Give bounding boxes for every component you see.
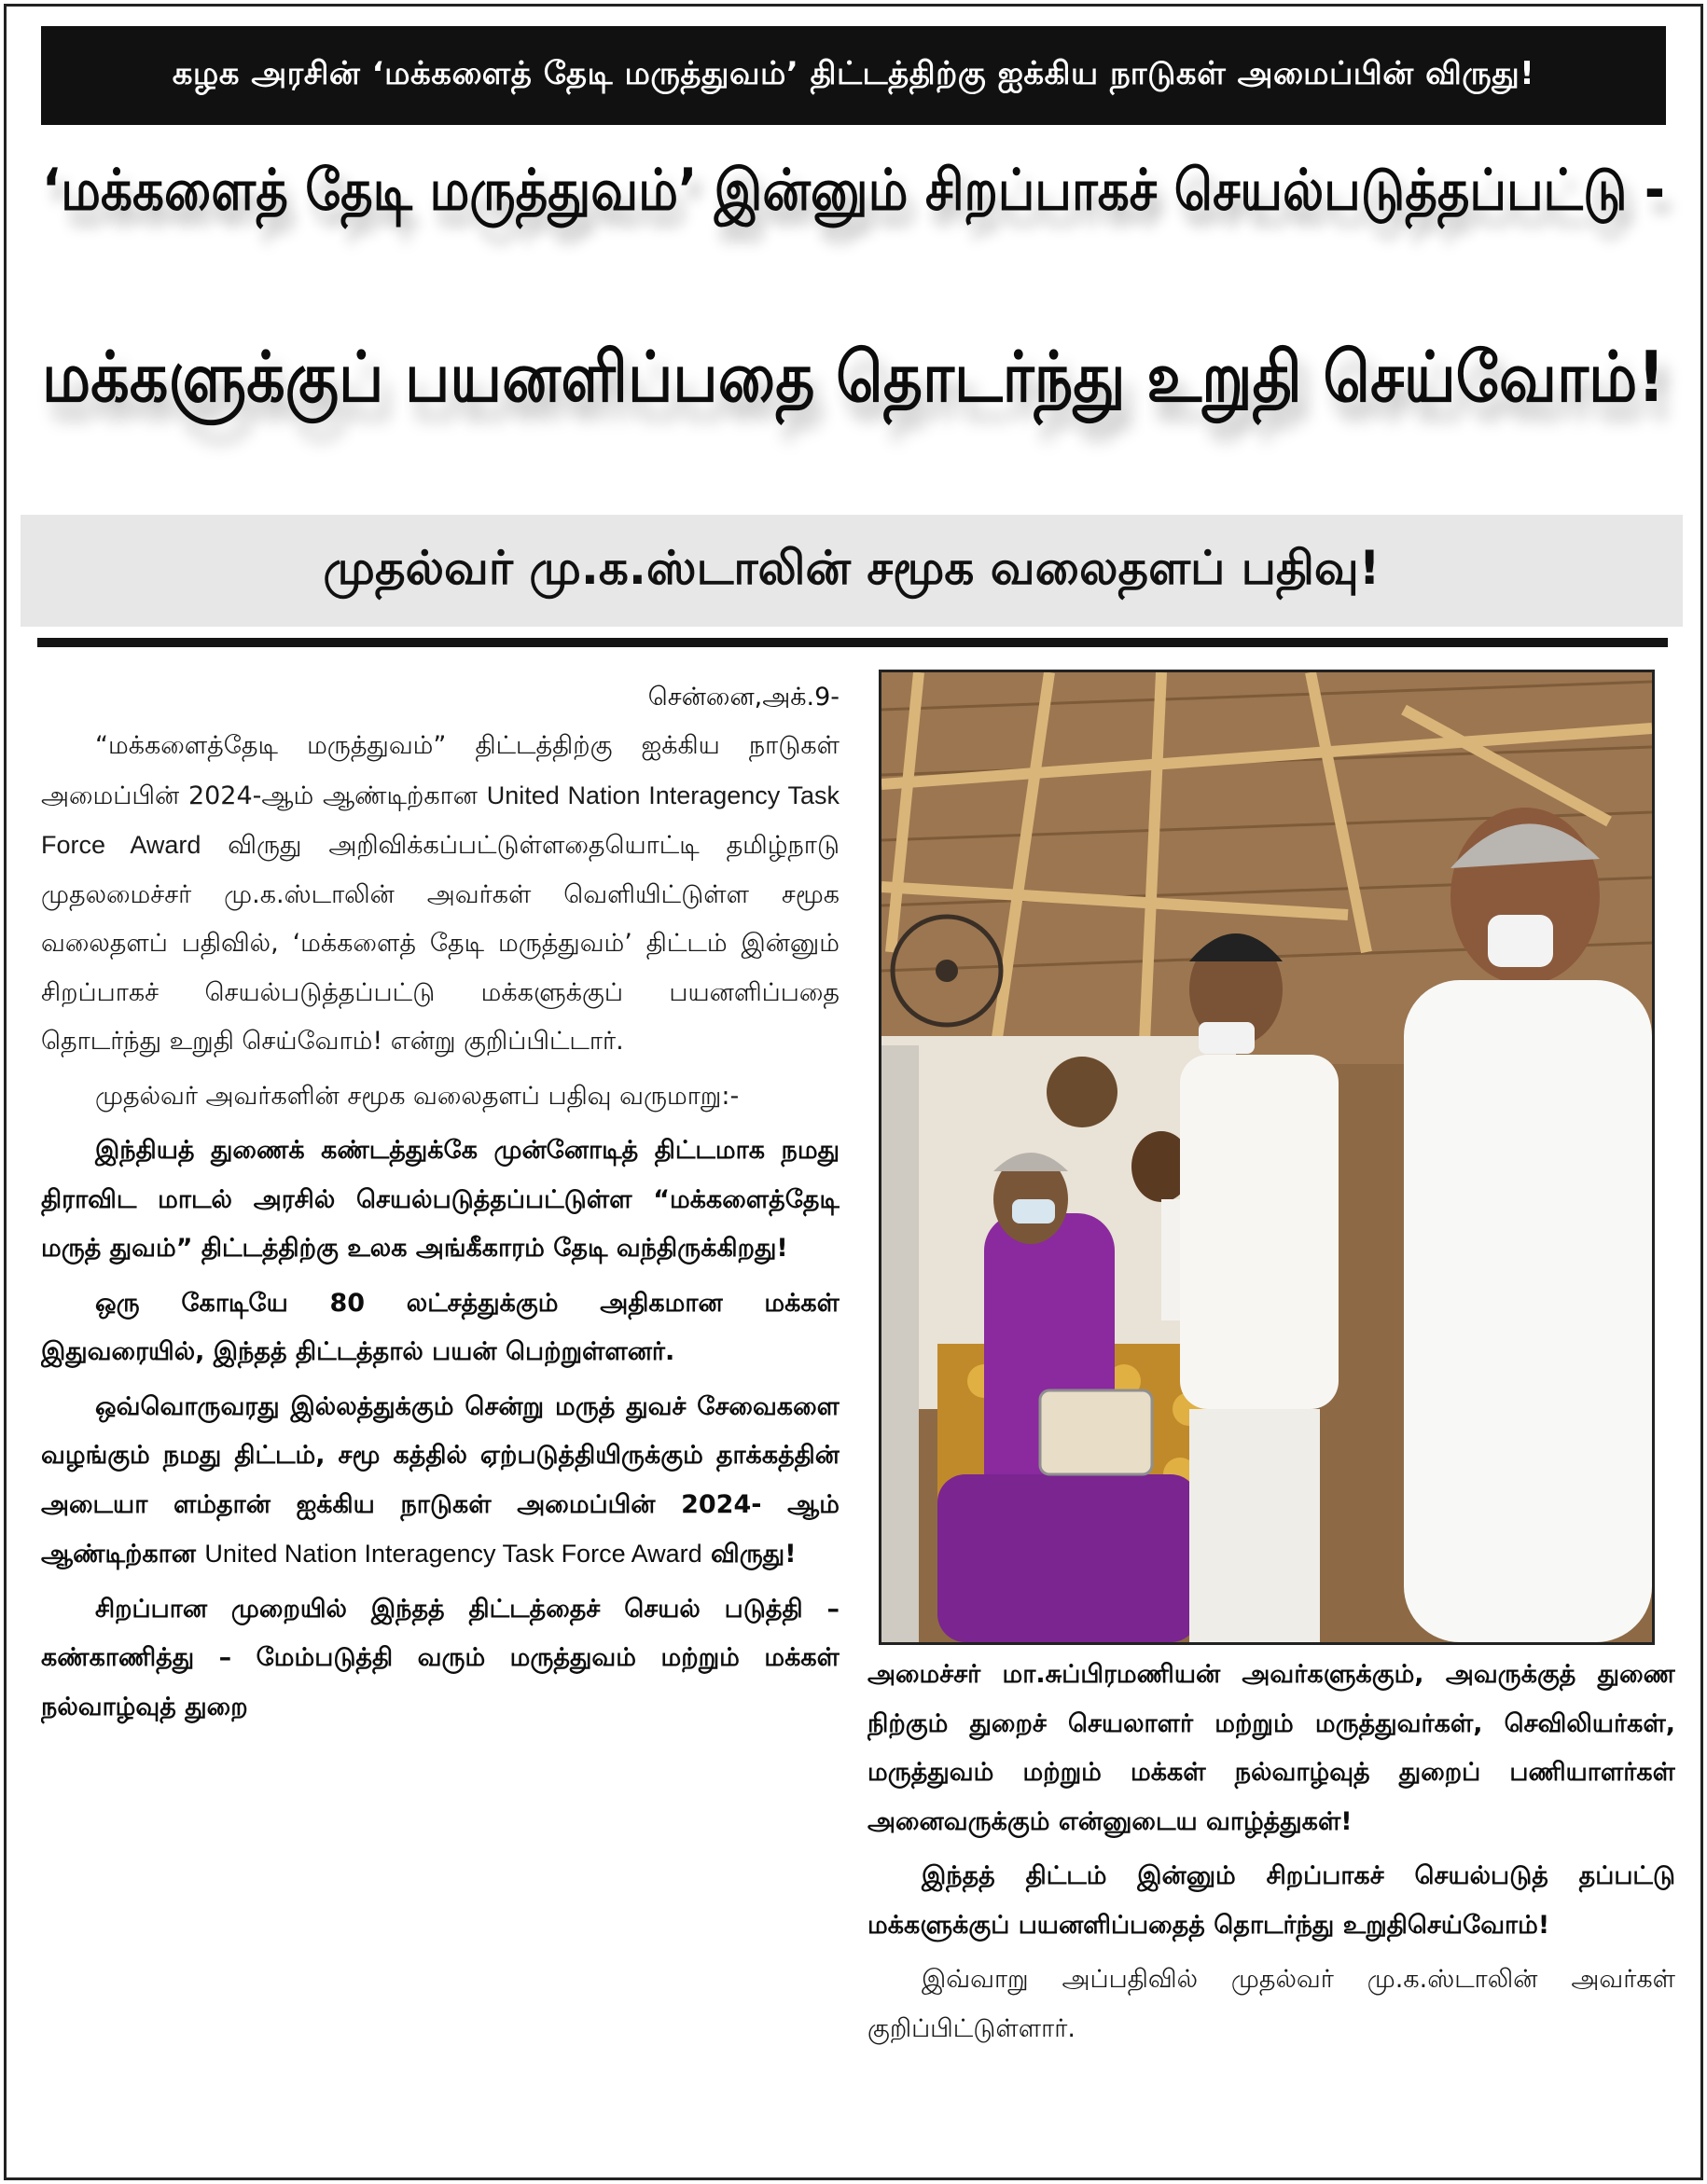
paragraph-7: அமைச்சர் மா.சுப்பிரமணியன் அவர்களுக்கும், அவருக்குத் துணை நிற்கும் துறைச் செயலாளர் மற்றும் மருத்துவர்கள், செவிலியர்கள், மருத்துவம் மற்றும் மக்கள் நல்வாழ்வுத் துறைப் பணியாளர்கள் அனைவருக்கும் என்னுடைய வாழ்த்துகள்!: [867, 1660, 1675, 1836]
top-banner-text: கழக அரசின் ‘மக்களைத் தேடி மருத்துவம்’ திட்டத்திற்கு ஐக்கிய நாடுகள் அமைப்பின் விருது!: [172, 55, 1535, 92]
paragraph-5-part-b: விருது!: [701, 1540, 797, 1569]
article-column-right: [867, 1651, 1675, 2173]
news-photo: [879, 670, 1655, 1645]
paragraph-5-part-a: ஒவ்வொருவரது இல்லத்துக்கும் சென்று மருத் துவச் சேவைகளை வழங்கும் நமது திட்டம், சமூ கத்தில் ஏற்படுத்தியிருக்கும் தாக்கத்தின் அடையா ளம்தான் ஐக்கிய நாடுகள் அமைப்பின் 2024- ஆம் ஆண்டிற்கான: [41, 1391, 840, 1569]
paragraph-3: இந்தியத் துணைக் கண்டத்துக்கே முன்னோடித் திட்டமாக நமது திராவிட மாடல் அரசில் செயல்படுத்தப்பட்டுள்ள “மக்களைத்தேடி மருத் துவம்” திட்டத்திற்கு உலக அங்கீகாரம் தேடி வந்திருக்கிறது!: [41, 1136, 840, 1263]
paragraph-6: சிறப்பான முறையில் இந்தத் திட்டத்தைச் செயல் படுத்தி – கண்காணித்து – மேம்படுத்தி வரும் மருத்துவம் மற்றும் மக்கள் நல்வாழ்வுத் துறை: [41, 1594, 840, 1721]
dateline: சென்னை,அக்.9-: [647, 683, 840, 712]
divider-rule: [37, 638, 1668, 647]
paragraph-5: [41, 1383, 840, 1580]
award-name-english-2: United Nation Interagency Task Force Award: [204, 1540, 702, 1568]
headline-line-1: ‘மக்களைத் தேடி மருத்துவம்’ இன்னும் சிறப்பாகச் செயல்படுத்தப்பட்டு -: [42, 157, 1665, 224]
paragraph-1-part-a: “மக்களைத்தேடி மருத்துவம்” திட்டத்திற்கு ஐக்கிய நாடுகள் அமைப்பின் 2024-ஆம் ஆண்டிற்கான: [41, 731, 840, 810]
paragraph-4: ஒரு கோடியே 80 லட்சத்துக்கும் அதிகமான மக்கள் இதுவரையில், இந்தத் திட்டத்தால் பயன் பெற்றுள்ளனர்.: [41, 1288, 840, 1366]
top-banner: [41, 26, 1666, 125]
paragraph-2: முதல்வர் அவர்களின் சமூக வலைதளப் பதிவு வருமாறு:-: [95, 1081, 740, 1111]
paragraph-1-part-b: விருது அறிவிக்கப்பட்டுள்ளதையொட்டி தமிழ்நாடு முதலமைச்சர் மு.க.ஸ்டாலின் அவர்கள் வெளியிட்டுள்ள சமூக வலைதளப் பதிவில், ‘மக்களைத் தேடி மருத்துவம்’ திட்டம் இன்னும் சிறப்பாகச் செயல்படுத்தப்பட்டு மக்களுக்குப் பயனளிப்பதை தொடர்ந்து உறுதி செய்வோம்! என்று குறிப்பிட்டார்.: [41, 831, 840, 1056]
award-name-english: United Nation Interagency Task Force Award: [41, 781, 840, 859]
paragraph-9: இவ்வாறு அப்பதிவில் முதல்வர் மு.க.ஸ்டாலின் அவர்கள் குறிப்பிட்டுள்ளார்.: [867, 1965, 1675, 2043]
paragraph-1: [41, 722, 840, 1067]
subheadline-banner: [21, 515, 1683, 627]
subheadline-text: முதல்வர் மு.க.ஸ்டாலின் சமூக வலைதளப் பதிவு!: [323, 540, 1381, 595]
paragraph-8: இந்தத் திட்டம் இன்னும் சிறப்பாகச் செயல்படுத் தப்பட்டு மக்களுக்குப் பயனளிப்பதைத் தொடர்ந்து உறுதிசெய்வோம்!: [867, 1861, 1675, 1940]
article-column-left: [41, 664, 840, 2175]
headline-line-2: மக்களுக்குப் பயனளிப்பதை தொடர்ந்து உறுதி செய்வோம்!: [42, 338, 1665, 419]
photo-illustration: [881, 672, 1652, 1642]
